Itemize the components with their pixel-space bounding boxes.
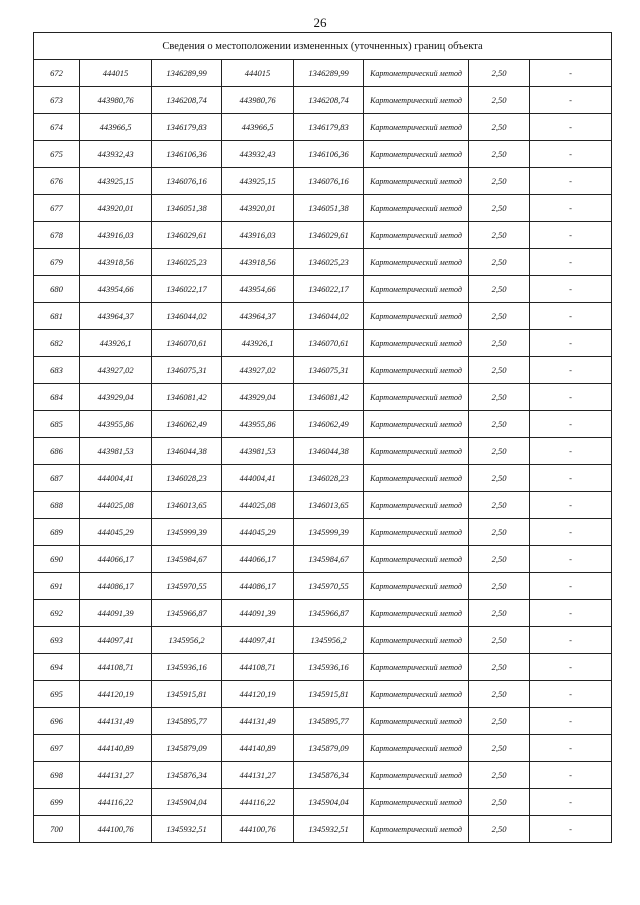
table-row	[34, 654, 612, 681]
x-new-cell: 444097,41	[222, 627, 294, 654]
x-existing-cell: 444108,71	[80, 654, 152, 681]
description-cell: -	[530, 465, 612, 492]
y-existing-cell: 1345895,77	[152, 708, 222, 735]
table-row	[34, 465, 612, 492]
y-existing-cell: 1346051,38	[152, 195, 222, 222]
table-row	[34, 114, 612, 141]
accuracy-cell: 2,50	[469, 384, 530, 411]
description-cell: -	[530, 195, 612, 222]
coordinates-table	[33, 32, 612, 843]
y-new-cell: 1345970,55	[294, 573, 364, 600]
x-new-cell: 444086,17	[222, 573, 294, 600]
y-new-cell: 1345879,09	[294, 735, 364, 762]
point-number-cell: 683	[34, 357, 80, 384]
accuracy-cell: 2,50	[469, 438, 530, 465]
y-existing-cell: 1345904,04	[152, 789, 222, 816]
method-cell: Картометрический метод	[364, 816, 469, 843]
y-new-cell: 1346070,61	[294, 330, 364, 357]
description-cell: -	[530, 168, 612, 195]
accuracy-cell: 2,50	[469, 708, 530, 735]
method-cell: Картометрический метод	[364, 303, 469, 330]
point-number-cell: 696	[34, 708, 80, 735]
description-cell: -	[530, 357, 612, 384]
method-cell: Картометрический метод	[364, 465, 469, 492]
method-cell: Картометрический метод	[364, 222, 469, 249]
table-row	[34, 762, 612, 789]
table-row	[34, 168, 612, 195]
y-new-cell: 1346179,83	[294, 114, 364, 141]
x-existing-cell: 444100,76	[80, 816, 152, 843]
method-cell: Картометрический метод	[364, 654, 469, 681]
table-row	[34, 195, 612, 222]
x-existing-cell: 443929,04	[80, 384, 152, 411]
y-new-cell: 1346208,74	[294, 87, 364, 114]
point-number-cell: 692	[34, 600, 80, 627]
description-cell: -	[530, 519, 612, 546]
accuracy-cell: 2,50	[469, 249, 530, 276]
point-number-cell: 681	[34, 303, 80, 330]
description-cell: -	[530, 492, 612, 519]
x-new-cell: 443927,02	[222, 357, 294, 384]
x-existing-cell: 444131,49	[80, 708, 152, 735]
point-number-cell: 699	[34, 789, 80, 816]
method-cell: Картометрический метод	[364, 546, 469, 573]
point-number-cell: 673	[34, 87, 80, 114]
y-new-cell: 1345936,16	[294, 654, 364, 681]
table-row	[34, 87, 612, 114]
point-number-cell: 685	[34, 411, 80, 438]
y-existing-cell: 1346070,61	[152, 330, 222, 357]
y-new-cell: 1345956,2	[294, 627, 364, 654]
x-existing-cell: 443920,01	[80, 195, 152, 222]
x-existing-cell: 443916,03	[80, 222, 152, 249]
y-new-cell: 1346022,17	[294, 276, 364, 303]
table-row	[34, 303, 612, 330]
y-new-cell: 1346106,36	[294, 141, 364, 168]
x-new-cell: 444100,76	[222, 816, 294, 843]
description-cell: -	[530, 762, 612, 789]
point-number-cell: 682	[34, 330, 80, 357]
y-new-cell: 1345915,81	[294, 681, 364, 708]
x-new-cell: 443980,76	[222, 87, 294, 114]
point-number-cell: 691	[34, 573, 80, 600]
accuracy-cell: 2,50	[469, 681, 530, 708]
y-new-cell: 1346289,99	[294, 60, 364, 87]
method-cell: Картометрический метод	[364, 519, 469, 546]
y-existing-cell: 1346013,65	[152, 492, 222, 519]
accuracy-cell: 2,50	[469, 87, 530, 114]
description-cell: -	[530, 627, 612, 654]
method-cell: Картометрический метод	[364, 276, 469, 303]
point-number-cell: 684	[34, 384, 80, 411]
point-number-cell: 694	[34, 654, 80, 681]
y-new-cell: 1345904,04	[294, 789, 364, 816]
y-existing-cell: 1345876,34	[152, 762, 222, 789]
method-cell: Картометрический метод	[364, 330, 469, 357]
y-new-cell: 1345932,51	[294, 816, 364, 843]
point-number-cell: 695	[34, 681, 80, 708]
accuracy-cell: 2,50	[469, 222, 530, 249]
x-new-cell: 444004,41	[222, 465, 294, 492]
method-cell: Картометрический метод	[364, 600, 469, 627]
x-new-cell: 444066,17	[222, 546, 294, 573]
description-cell: -	[530, 708, 612, 735]
point-number-cell: 680	[34, 276, 80, 303]
x-existing-cell: 443955,86	[80, 411, 152, 438]
accuracy-cell: 2,50	[469, 762, 530, 789]
table-row	[34, 708, 612, 735]
table-row	[34, 222, 612, 249]
y-existing-cell: 1346075,31	[152, 357, 222, 384]
x-new-cell: 444116,22	[222, 789, 294, 816]
y-new-cell: 1345895,77	[294, 708, 364, 735]
point-number-cell: 672	[34, 60, 80, 87]
accuracy-cell: 2,50	[469, 195, 530, 222]
y-new-cell: 1346062,49	[294, 411, 364, 438]
method-cell: Картометрический метод	[364, 627, 469, 654]
x-new-cell: 443918,56	[222, 249, 294, 276]
y-existing-cell: 1346044,02	[152, 303, 222, 330]
y-new-cell: 1345876,34	[294, 762, 364, 789]
x-existing-cell: 443927,02	[80, 357, 152, 384]
y-existing-cell: 1345999,39	[152, 519, 222, 546]
y-new-cell: 1345999,39	[294, 519, 364, 546]
x-new-cell: 443932,43	[222, 141, 294, 168]
description-cell: -	[530, 654, 612, 681]
description-cell: -	[530, 411, 612, 438]
accuracy-cell: 2,50	[469, 816, 530, 843]
table-row	[34, 735, 612, 762]
x-new-cell: 444091,39	[222, 600, 294, 627]
x-new-cell: 443929,04	[222, 384, 294, 411]
x-existing-cell: 443926,1	[80, 330, 152, 357]
x-existing-cell: 443918,56	[80, 249, 152, 276]
accuracy-cell: 2,50	[469, 357, 530, 384]
y-existing-cell: 1345984,67	[152, 546, 222, 573]
y-existing-cell: 1346044,38	[152, 438, 222, 465]
x-existing-cell: 444116,22	[80, 789, 152, 816]
accuracy-cell: 2,50	[469, 303, 530, 330]
description-cell: -	[530, 600, 612, 627]
method-cell: Картометрический метод	[364, 195, 469, 222]
y-existing-cell: 1346062,49	[152, 411, 222, 438]
x-existing-cell: 443964,37	[80, 303, 152, 330]
method-cell: Картометрический метод	[364, 87, 469, 114]
y-existing-cell: 1345970,55	[152, 573, 222, 600]
point-number-cell: 686	[34, 438, 80, 465]
point-number-cell: 689	[34, 519, 80, 546]
table-body	[34, 60, 612, 843]
table-row	[34, 276, 612, 303]
x-new-cell: 443920,01	[222, 195, 294, 222]
y-existing-cell: 1346076,16	[152, 168, 222, 195]
table-row	[34, 384, 612, 411]
x-new-cell: 444131,49	[222, 708, 294, 735]
x-new-cell: 443926,1	[222, 330, 294, 357]
table-row	[34, 816, 612, 843]
y-new-cell: 1345984,67	[294, 546, 364, 573]
description-cell: -	[530, 735, 612, 762]
description-cell: -	[530, 816, 612, 843]
x-existing-cell: 444015	[80, 60, 152, 87]
x-existing-cell: 444066,17	[80, 546, 152, 573]
page-number: 26	[313, 15, 327, 30]
y-existing-cell: 1346022,17	[152, 276, 222, 303]
point-number-cell: 697	[34, 735, 80, 762]
table-row	[34, 330, 612, 357]
table-title: Сведения о местоположении измененных (уточненных) границ объекта	[34, 33, 612, 60]
description-cell: -	[530, 789, 612, 816]
method-cell: Картометрический метод	[364, 114, 469, 141]
method-cell: Картометрический метод	[364, 438, 469, 465]
y-existing-cell: 1345956,2	[152, 627, 222, 654]
x-new-cell: 444015	[222, 60, 294, 87]
x-existing-cell: 444025,08	[80, 492, 152, 519]
y-new-cell: 1346044,02	[294, 303, 364, 330]
accuracy-cell: 2,50	[469, 168, 530, 195]
x-new-cell: 444120,19	[222, 681, 294, 708]
point-number-cell: 687	[34, 465, 80, 492]
accuracy-cell: 2,50	[469, 654, 530, 681]
table-row	[34, 519, 612, 546]
y-existing-cell: 1345966,87	[152, 600, 222, 627]
accuracy-cell: 2,50	[469, 141, 530, 168]
y-new-cell: 1346051,38	[294, 195, 364, 222]
method-cell: Картометрический метод	[364, 60, 469, 87]
x-new-cell: 444131,27	[222, 762, 294, 789]
accuracy-cell: 2,50	[469, 411, 530, 438]
x-new-cell: 443964,37	[222, 303, 294, 330]
y-new-cell: 1346025,23	[294, 249, 364, 276]
table-row	[34, 681, 612, 708]
description-cell: -	[530, 573, 612, 600]
x-new-cell: 443916,03	[222, 222, 294, 249]
description-cell: -	[530, 438, 612, 465]
method-cell: Картометрический метод	[364, 411, 469, 438]
accuracy-cell: 2,50	[469, 573, 530, 600]
accuracy-cell: 2,50	[469, 546, 530, 573]
accuracy-cell: 2,50	[469, 114, 530, 141]
accuracy-cell: 2,50	[469, 789, 530, 816]
method-cell: Картометрический метод	[364, 249, 469, 276]
x-existing-cell: 443932,43	[80, 141, 152, 168]
y-existing-cell: 1346028,23	[152, 465, 222, 492]
y-existing-cell: 1346025,23	[152, 249, 222, 276]
y-existing-cell: 1346208,74	[152, 87, 222, 114]
x-new-cell: 443925,15	[222, 168, 294, 195]
x-existing-cell: 443980,76	[80, 87, 152, 114]
method-cell: Картометрический метод	[364, 141, 469, 168]
x-existing-cell: 444140,89	[80, 735, 152, 762]
point-number-cell: 700	[34, 816, 80, 843]
point-number-cell: 679	[34, 249, 80, 276]
description-cell: -	[530, 384, 612, 411]
x-new-cell: 444140,89	[222, 735, 294, 762]
y-existing-cell: 1346106,36	[152, 141, 222, 168]
point-number-cell: 693	[34, 627, 80, 654]
x-new-cell: 443955,86	[222, 411, 294, 438]
y-new-cell: 1346075,31	[294, 357, 364, 384]
accuracy-cell: 2,50	[469, 276, 530, 303]
accuracy-cell: 2,50	[469, 627, 530, 654]
point-number-cell: 676	[34, 168, 80, 195]
table-row	[34, 357, 612, 384]
x-existing-cell: 444045,29	[80, 519, 152, 546]
y-existing-cell: 1346289,99	[152, 60, 222, 87]
table-row	[34, 627, 612, 654]
y-existing-cell: 1346179,83	[152, 114, 222, 141]
description-cell: -	[530, 276, 612, 303]
description-cell: -	[530, 141, 612, 168]
accuracy-cell: 2,50	[469, 60, 530, 87]
point-number-cell: 678	[34, 222, 80, 249]
method-cell: Картометрический метод	[364, 492, 469, 519]
description-cell: -	[530, 546, 612, 573]
table-title-row	[34, 33, 612, 60]
table-row	[34, 573, 612, 600]
y-existing-cell: 1345915,81	[152, 681, 222, 708]
x-new-cell: 444045,29	[222, 519, 294, 546]
method-cell: Картометрический метод	[364, 573, 469, 600]
y-new-cell: 1346081,42	[294, 384, 364, 411]
point-number-cell: 698	[34, 762, 80, 789]
accuracy-cell: 2,50	[469, 600, 530, 627]
y-existing-cell: 1346081,42	[152, 384, 222, 411]
x-existing-cell: 444120,19	[80, 681, 152, 708]
description-cell: -	[530, 87, 612, 114]
x-new-cell: 443966,5	[222, 114, 294, 141]
x-existing-cell: 443981,53	[80, 438, 152, 465]
point-number-cell: 688	[34, 492, 80, 519]
y-existing-cell: 1346029,61	[152, 222, 222, 249]
table-row	[34, 600, 612, 627]
x-existing-cell: 444131,27	[80, 762, 152, 789]
x-existing-cell: 444091,39	[80, 600, 152, 627]
y-new-cell: 1346029,61	[294, 222, 364, 249]
method-cell: Картометрический метод	[364, 708, 469, 735]
x-new-cell: 443981,53	[222, 438, 294, 465]
description-cell: -	[530, 303, 612, 330]
description-cell: -	[530, 249, 612, 276]
description-cell: -	[530, 114, 612, 141]
point-number-cell: 675	[34, 141, 80, 168]
y-existing-cell: 1345932,51	[152, 816, 222, 843]
table-row	[34, 492, 612, 519]
table-row	[34, 60, 612, 87]
method-cell: Картометрический метод	[364, 735, 469, 762]
table-row	[34, 546, 612, 573]
point-number-cell: 690	[34, 546, 80, 573]
accuracy-cell: 2,50	[469, 465, 530, 492]
x-new-cell: 444025,08	[222, 492, 294, 519]
y-new-cell: 1346013,65	[294, 492, 364, 519]
method-cell: Картометрический метод	[364, 789, 469, 816]
x-existing-cell: 443925,15	[80, 168, 152, 195]
x-new-cell: 444108,71	[222, 654, 294, 681]
description-cell: -	[530, 222, 612, 249]
x-existing-cell: 443954,66	[80, 276, 152, 303]
table-row	[34, 249, 612, 276]
x-existing-cell: 444097,41	[80, 627, 152, 654]
accuracy-cell: 2,50	[469, 735, 530, 762]
y-existing-cell: 1345936,16	[152, 654, 222, 681]
description-cell: -	[530, 60, 612, 87]
method-cell: Картометрический метод	[364, 384, 469, 411]
table-row	[34, 438, 612, 465]
accuracy-cell: 2,50	[469, 330, 530, 357]
x-existing-cell: 444004,41	[80, 465, 152, 492]
point-number-cell: 674	[34, 114, 80, 141]
y-new-cell: 1346044,38	[294, 438, 364, 465]
point-number-cell: 677	[34, 195, 80, 222]
accuracy-cell: 2,50	[469, 519, 530, 546]
table-row	[34, 789, 612, 816]
y-new-cell: 1346076,16	[294, 168, 364, 195]
table-row	[34, 141, 612, 168]
y-new-cell: 1346028,23	[294, 465, 364, 492]
method-cell: Картометрический метод	[364, 168, 469, 195]
method-cell: Картометрический метод	[364, 357, 469, 384]
description-cell: -	[530, 330, 612, 357]
x-new-cell: 443954,66	[222, 276, 294, 303]
method-cell: Картометрический метод	[364, 681, 469, 708]
y-existing-cell: 1345879,09	[152, 735, 222, 762]
x-existing-cell: 444086,17	[80, 573, 152, 600]
x-existing-cell: 443966,5	[80, 114, 152, 141]
y-new-cell: 1345966,87	[294, 600, 364, 627]
description-cell: -	[530, 681, 612, 708]
method-cell: Картометрический метод	[364, 762, 469, 789]
table-row	[34, 411, 612, 438]
accuracy-cell: 2,50	[469, 492, 530, 519]
